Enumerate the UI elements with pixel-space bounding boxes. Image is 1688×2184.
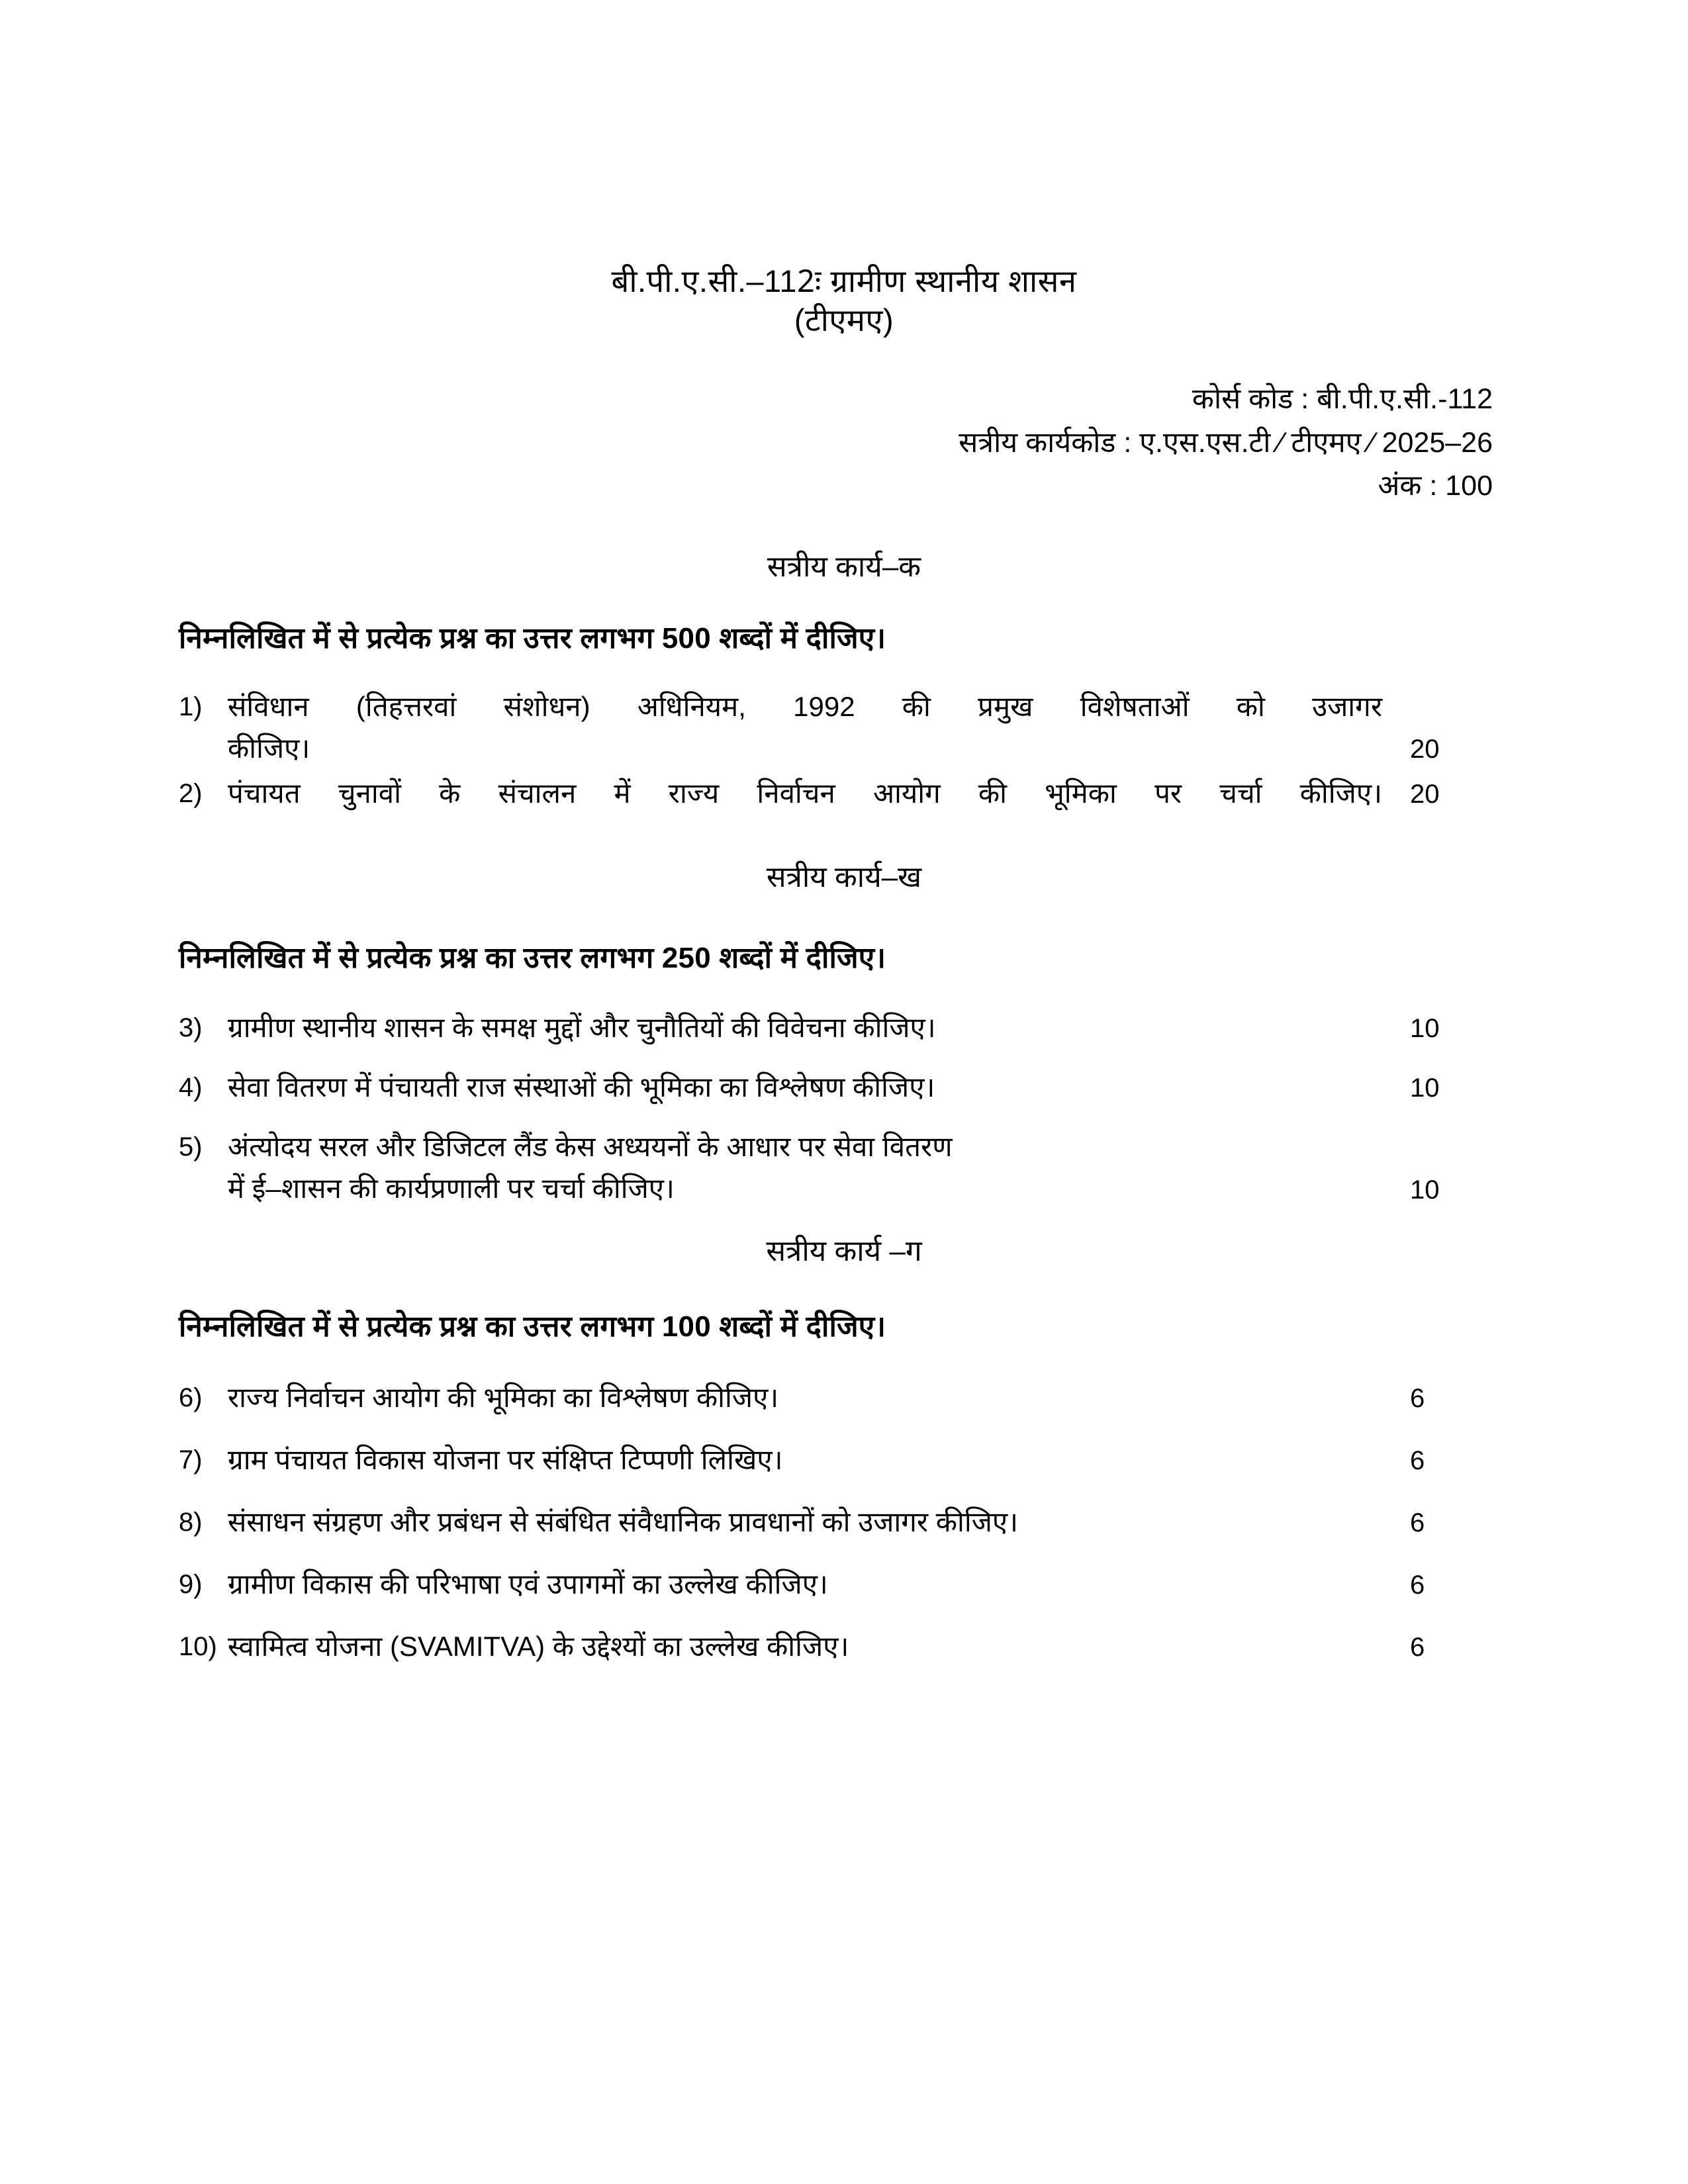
question-text — [228, 1377, 1402, 1419]
section-instruction-c: निम्नलिखित में से प्रत्येक प्रश्न का उत्तर लगभग 100 शब्दों में दीजिए। — [179, 1310, 886, 1343]
question-list-c — [179, 1377, 1509, 1667]
question-text — [228, 1563, 1402, 1606]
question-text-line: में ई–शासन की कार्यप्रणाली पर चर्चा कीजिए। — [228, 1173, 675, 1205]
question-text-line: ग्रामीण विकास की परिभाषा एवं उपागमों का उल्लेख कीजिए। — [228, 1568, 828, 1600]
question-number: 5) — [179, 1132, 203, 1161]
question-text-line: स्वामित्व योजना (SVAMITVA) के उद्देश्यों का उल्लेख कीजिए। — [228, 1630, 849, 1662]
question-number: 9) — [179, 1569, 203, 1599]
question-text-line: ग्राम पंचायत विकास योजना पर संक्षिप्त टिप्पणी लिखिए। — [228, 1444, 783, 1476]
question-text — [228, 1126, 1402, 1210]
question-list-a — [179, 686, 1509, 815]
question-row — [179, 1007, 1509, 1049]
question-row — [179, 1126, 1509, 1210]
question-text — [228, 686, 1402, 770]
question-marks: 6 — [1410, 1632, 1425, 1662]
question-text — [228, 1625, 1402, 1668]
question-row — [179, 1377, 1509, 1419]
question-number: 7) — [179, 1445, 203, 1475]
question-marks: 10 — [1410, 1014, 1440, 1044]
question-text-line: अंत्योदय सरल और डिजिटल लैंड केस अध्ययनों के आधार पर सेवा वितरण — [228, 1130, 953, 1162]
question-number: 4) — [179, 1072, 203, 1102]
question-row — [179, 1501, 1509, 1543]
page-title-line-1: बी.पी.ए.सी.–112ः ग्रामीण स्थानीय शासन — [611, 263, 1077, 298]
question-number: 8) — [179, 1507, 203, 1537]
question-text — [228, 1007, 1402, 1049]
question-number: 1) — [179, 692, 203, 721]
question-number: 3) — [179, 1013, 203, 1042]
question-number: 6) — [179, 1383, 203, 1413]
question-text-line: राज्य निर्वाचन आयोग की भूमिका का विश्लेषण कीजिए। — [228, 1382, 779, 1414]
section-heading-b: सत्रीय कार्य–ख — [766, 861, 922, 893]
question-marks: 20 — [1410, 735, 1440, 764]
question-row — [179, 1439, 1509, 1481]
page-content — [179, 0, 1509, 1667]
question-number: 2) — [179, 779, 203, 809]
question-number: 10) — [179, 1631, 217, 1661]
section-heading-a: सत्रीय कार्य–क — [767, 550, 921, 583]
question-row — [179, 772, 1509, 815]
assignment-code: सत्रीय कार्यकोड : ए.एस.एस.टी ⁄ टीएमए ⁄ 2025–26 — [959, 426, 1493, 459]
question-marks: 6 — [1410, 1570, 1425, 1600]
question-text-line: सेवा वितरण में पंचायती राज संस्थाओं की भूमिका का विश्लेषण कीजिए। — [228, 1071, 935, 1103]
question-text — [228, 1066, 1402, 1109]
question-row — [179, 686, 1509, 770]
question-text-line: संसाधन संग्रहण और प्रबंधन से संबंधित संवैधानिक प्रावधानों को उजागर कीजिए। — [228, 1506, 1019, 1537]
question-text-line: ग्रामीण स्थानीय शासन के समक्ष मुद्दों और चुनौतियों की विवेचना कीजिए। — [228, 1012, 936, 1043]
question-text-line: संविधान (तिहत्तरवां संशोधन) अधिनियम, 1992 की प्रमुख विशेषताओं को उजागर — [228, 690, 1382, 722]
question-list-b — [179, 1007, 1509, 1210]
course-code: कोर्स कोड : बी.पी.ए.सी.-112 — [1192, 383, 1493, 416]
question-row — [179, 1563, 1509, 1606]
question-text-line: पंचायत चुनावों के संचालन में राज्य निर्वाचन आयोग की भूमिका पर चर्चा कीजिए। — [228, 778, 1382, 809]
page-title — [179, 0, 1509, 340]
question-text-line: कीजिए। — [228, 733, 310, 764]
question-marks: 10 — [1410, 1073, 1440, 1103]
question-marks: 6 — [1410, 1446, 1425, 1476]
section-instruction-a: निम्नलिखित में से प्रत्येक प्रश्न का उत्तर लगभग 500 शब्दों में दीजिए। — [179, 621, 886, 655]
question-marks: 6 — [1410, 1384, 1425, 1414]
section-instruction-b: निम्नलिखित में से प्रत्येक प्रश्न का उत्तर लगभग 250 शब्दों में दीजिए। — [179, 942, 886, 974]
question-marks: 6 — [1410, 1508, 1425, 1537]
question-row — [179, 1066, 1509, 1109]
question-text — [228, 1501, 1402, 1543]
section-heading-c: सत्रीय कार्य –ग — [766, 1235, 922, 1268]
max-marks: अंक : 100 — [1378, 470, 1493, 502]
page-title-line-2: (टीएमए) — [794, 302, 894, 338]
question-marks: 20 — [1410, 780, 1440, 809]
course-meta-block — [179, 378, 1509, 508]
question-row — [179, 1625, 1509, 1668]
question-text — [228, 1439, 1402, 1481]
question-marks: 10 — [1410, 1175, 1440, 1205]
question-text — [228, 772, 1402, 815]
